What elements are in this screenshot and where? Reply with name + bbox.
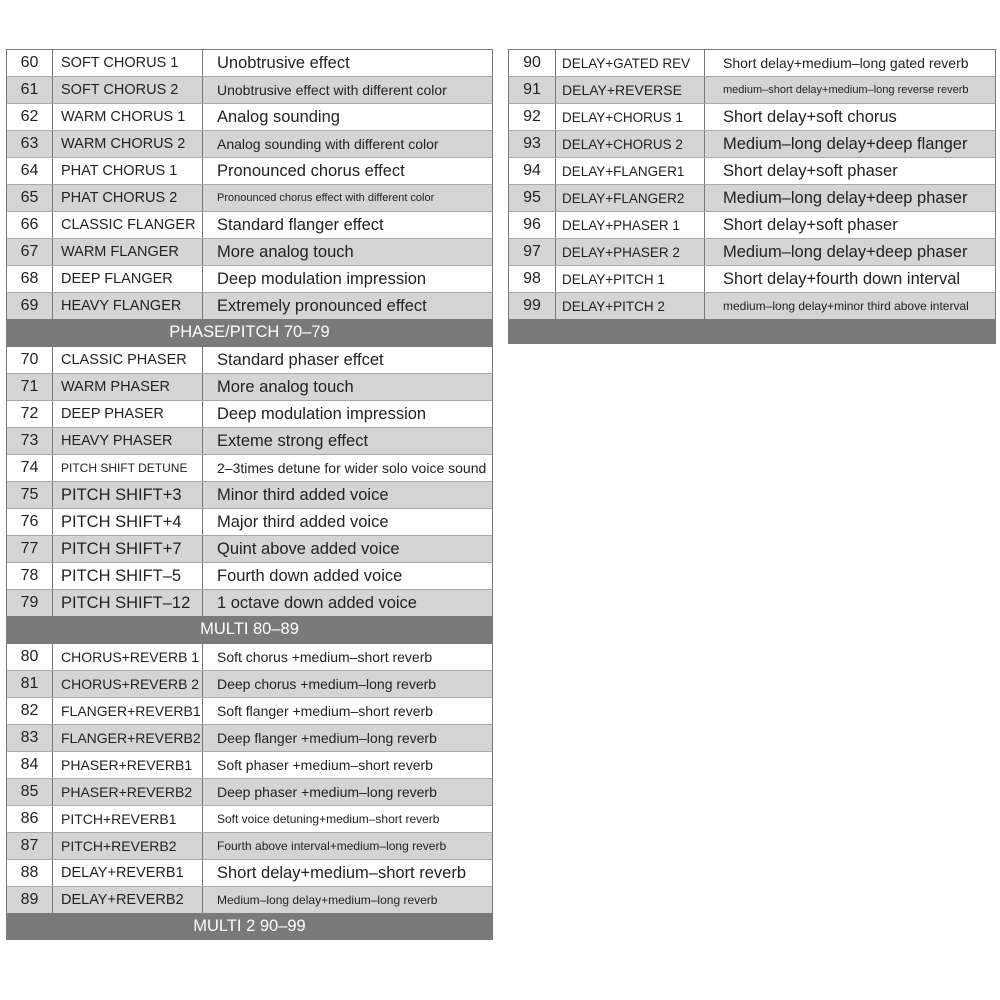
effect-number: 95 — [509, 185, 556, 211]
effect-description: Deep phaser +medium–long reverb — [217, 784, 437, 800]
effect-name: HEAVY FLANGER — [53, 293, 203, 319]
table-row — [6, 589, 493, 616]
effect-number: 94 — [509, 158, 556, 184]
effect-description: Fourth down added voice — [217, 566, 403, 585]
effect-number: 98 — [509, 266, 556, 292]
effect-number: 90 — [509, 50, 556, 76]
effect-name: WARM CHORUS 1 — [53, 104, 203, 130]
effect-name: PHASER+REVERB1 — [53, 752, 203, 778]
effect-name: FLANGER+REVERB2 — [53, 725, 203, 751]
table-row — [6, 859, 493, 886]
effect-description: Short delay+soft phaser — [723, 215, 898, 234]
table-row — [508, 49, 996, 76]
effect-number: 63 — [7, 131, 53, 157]
table-row — [508, 157, 996, 184]
table-row — [6, 238, 493, 265]
effect-description: medium–short delay+medium–long reverse reverb — [723, 84, 969, 96]
effect-description: Standard flanger effect — [217, 215, 384, 234]
effect-description: Medium–long delay+deep phaser — [723, 188, 968, 207]
effect-description: Soft voice detuning+medium–short reverb — [217, 812, 440, 826]
effect-number: 97 — [509, 239, 556, 265]
effect-description: Unobtrusive effect — [217, 53, 350, 72]
effect-name: SOFT CHORUS 2 — [53, 77, 203, 103]
effect-description: Unobtrusive effect with different color — [217, 82, 447, 98]
effect-number: 88 — [7, 860, 53, 886]
effect-description: More analog touch — [217, 242, 354, 261]
effect-number: 99 — [509, 293, 556, 319]
effect-description: Short delay+fourth down interval — [723, 269, 961, 288]
table-row — [6, 751, 493, 778]
effect-number: 93 — [509, 131, 556, 157]
effect-description: Deep flanger +medium–long reverb — [217, 730, 437, 746]
table-row — [508, 238, 996, 265]
table-row — [6, 724, 493, 751]
effect-number: 65 — [7, 185, 53, 211]
effect-number: 74 — [7, 455, 53, 481]
effect-name: PHAT CHORUS 1 — [53, 158, 203, 184]
table-row — [6, 130, 493, 157]
effect-name: PITCH SHIFT+7 — [53, 536, 203, 562]
table-row — [508, 265, 996, 292]
table-row — [6, 454, 493, 481]
effect-description: 1 octave down added voice — [217, 593, 417, 612]
table-row — [6, 157, 493, 184]
table-row — [6, 886, 493, 913]
table-row — [6, 76, 493, 103]
effect-description: Pronounced chorus effect — [217, 161, 405, 180]
effect-number: 66 — [7, 212, 53, 238]
effect-description: Deep chorus +medium–long reverb — [217, 676, 437, 692]
effect-number: 80 — [7, 644, 53, 670]
effect-number: 71 — [7, 374, 53, 400]
effect-description: Soft chorus +medium–short reverb — [217, 649, 433, 665]
effect-number: 62 — [7, 104, 53, 130]
effect-name: PITCH SHIFT–5 — [53, 563, 203, 589]
effect-description: Short delay+medium–short reverb — [217, 863, 466, 882]
table-row — [6, 373, 493, 400]
effect-description: Analog sounding with different color — [217, 136, 439, 152]
effect-name: DELAY+GATED REV — [556, 50, 705, 76]
effect-number: 92 — [509, 104, 556, 130]
effect-number: 79 — [7, 590, 53, 616]
effect-description: Medium–long delay+deep phaser — [723, 242, 968, 261]
effect-name: PITCH SHIFT+4 — [53, 509, 203, 535]
effect-name: DELAY+CHORUS 1 — [556, 104, 705, 130]
effect-name: PITCH SHIFT–12 — [53, 590, 203, 616]
effect-number: 70 — [7, 347, 53, 373]
effect-description: Deep modulation impression — [217, 269, 427, 288]
effect-number: 87 — [7, 833, 53, 859]
effect-description: Extremely pronounced effect — [217, 296, 427, 315]
effect-name: WARM PHASER — [53, 374, 203, 400]
table-row — [6, 535, 493, 562]
effect-name: DELAY+PITCH 2 — [556, 293, 705, 319]
effect-name: SOFT CHORUS 1 — [53, 50, 203, 76]
table-row — [508, 184, 996, 211]
effect-number: 67 — [7, 239, 53, 265]
effect-name: PITCH+REVERB1 — [53, 806, 203, 832]
table-row — [6, 508, 493, 535]
effect-description: Exteme strong effect — [217, 431, 369, 450]
table-row — [508, 103, 996, 130]
effect-name: HEAVY PHASER — [53, 428, 203, 454]
effect-description: Minor third added voice — [217, 485, 389, 504]
effect-number: 72 — [7, 401, 53, 427]
effect-number: 69 — [7, 293, 53, 319]
table-row — [6, 670, 493, 697]
effect-name: DELAY+REVERB2 — [53, 887, 203, 913]
effect-name: DELAY+PITCH 1 — [556, 266, 705, 292]
table-row — [508, 76, 996, 103]
table-row — [6, 562, 493, 589]
effect-number: 75 — [7, 482, 53, 508]
effect-name: PITCH SHIFT+3 — [53, 482, 203, 508]
effect-description: Fourth above interval+medium–long reverb — [217, 839, 447, 853]
section-header-multi2: MULTI 2 90–99 — [6, 913, 493, 940]
effect-description: More analog touch — [217, 377, 354, 396]
table-row — [6, 481, 493, 508]
effect-number: 73 — [7, 428, 53, 454]
effect-description: Medium–long delay+medium–long reverb — [217, 893, 438, 907]
effect-name: DEEP FLANGER — [53, 266, 203, 292]
effect-number: 89 — [7, 887, 53, 913]
table-row — [508, 130, 996, 157]
table-row — [6, 697, 493, 724]
effect-number: 81 — [7, 671, 53, 697]
effect-number: 85 — [7, 779, 53, 805]
section-header-phase-pitch: PHASE/PITCH 70–79 — [6, 319, 493, 346]
effects-table-right — [508, 49, 996, 344]
effect-description: Soft phaser +medium–short reverb — [217, 757, 433, 773]
effect-number: 84 — [7, 752, 53, 778]
effect-description: medium–long delay+minor third above interval — [723, 299, 969, 313]
section-footer-bar — [508, 319, 996, 344]
effect-name: PHASER+REVERB2 — [53, 779, 203, 805]
effect-description: Deep modulation impression — [217, 404, 427, 423]
effect-name: WARM FLANGER — [53, 239, 203, 265]
table-row — [6, 292, 493, 319]
effect-name: DELAY+FLANGER2 — [556, 185, 705, 211]
table-row — [6, 49, 493, 76]
table-row — [6, 211, 493, 238]
table-row — [6, 346, 493, 373]
table-row — [508, 292, 996, 319]
effect-number: 96 — [509, 212, 556, 238]
effect-number: 60 — [7, 50, 53, 76]
effect-description: Standard phaser effcet — [217, 350, 384, 369]
effect-name: DELAY+REVERSE — [556, 77, 705, 103]
effect-name: DELAY+REVERB1 — [53, 860, 203, 886]
effect-number: 83 — [7, 725, 53, 751]
table-row — [6, 832, 493, 859]
effect-description: Pronounced chorus effect with different color — [217, 192, 435, 204]
effect-name: DELAY+PHASER 2 — [556, 239, 705, 265]
effect-name: DELAY+FLANGER1 — [556, 158, 705, 184]
table-row — [6, 778, 493, 805]
effect-number: 86 — [7, 806, 53, 832]
effect-description: Short delay+soft chorus — [723, 107, 897, 126]
effect-number: 68 — [7, 266, 53, 292]
effect-name: PHAT CHORUS 2 — [53, 185, 203, 211]
effect-description: Medium–long delay+deep flanger — [723, 134, 968, 153]
table-row — [6, 184, 493, 211]
effect-name: CLASSIC FLANGER — [53, 212, 203, 238]
effect-number: 78 — [7, 563, 53, 589]
effect-number: 64 — [7, 158, 53, 184]
effect-number: 91 — [509, 77, 556, 103]
effect-name: DELAY+CHORUS 2 — [556, 131, 705, 157]
effect-name: DEEP PHASER — [53, 401, 203, 427]
table-row — [6, 427, 493, 454]
effects-table-left — [6, 49, 493, 940]
effect-number: 76 — [7, 509, 53, 535]
effect-description: Short delay+medium–long gated reverb — [723, 55, 969, 71]
section-header-multi: MULTI 80–89 — [6, 616, 493, 643]
effect-description: Quint above added voice — [217, 539, 400, 558]
effect-name: CHORUS+REVERB 2 — [53, 671, 203, 697]
effect-number: 61 — [7, 77, 53, 103]
effect-name: PITCH+REVERB2 — [53, 833, 203, 859]
effect-name: WARM CHORUS 2 — [53, 131, 203, 157]
effect-name: FLANGER+REVERB1 — [53, 698, 203, 724]
table-row — [508, 211, 996, 238]
table-row — [6, 643, 493, 670]
effect-name: CHORUS+REVERB 1 — [53, 644, 203, 670]
effect-description: Soft flanger +medium–short reverb — [217, 703, 433, 719]
table-row — [6, 805, 493, 832]
table-row — [6, 103, 493, 130]
table-row — [6, 400, 493, 427]
effect-description: Major third added voice — [217, 512, 389, 531]
effect-name: CLASSIC PHASER — [53, 347, 203, 373]
effect-description: Short delay+soft phaser — [723, 161, 898, 180]
effect-number: 82 — [7, 698, 53, 724]
effect-name: PITCH SHIFT DETUNE — [53, 455, 203, 481]
table-row — [6, 265, 493, 292]
effect-description: Analog sounding — [217, 107, 340, 126]
effect-number: 77 — [7, 536, 53, 562]
effect-name: DELAY+PHASER 1 — [556, 212, 705, 238]
effect-description: 2–3times detune for wider solo voice sound — [217, 460, 487, 476]
